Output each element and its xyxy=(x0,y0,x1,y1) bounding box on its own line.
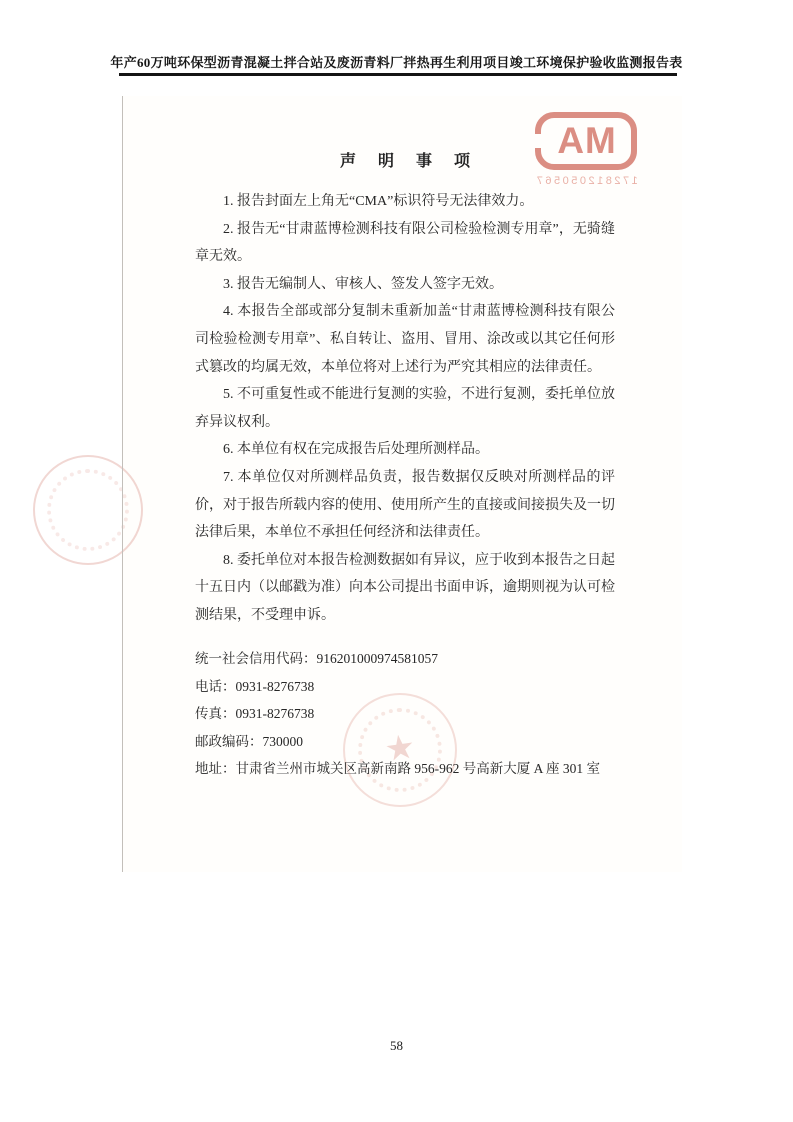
page-number: 58 xyxy=(390,1038,403,1053)
seal-star-icon: ★ xyxy=(382,728,418,770)
scanned-page xyxy=(122,96,682,872)
header-rule xyxy=(119,73,677,76)
fax-line: 传真：0931-8276738 xyxy=(195,706,315,721)
address-line: 地址：甘肃省兰州市城关区高新南路 956-962 号高新大厦 A 座 301 室 xyxy=(195,761,600,776)
cma-accreditation-number: 172812050567 xyxy=(534,175,638,187)
left-edge-seal-stamp xyxy=(33,455,143,565)
declaration-item: 3. 报告无编制人、审核人、签发人签字无效。 xyxy=(223,276,503,292)
phone-line: 电话：0931-8276738 xyxy=(195,678,315,694)
postal-code-line: 邮政编码：730000 xyxy=(195,733,303,749)
declaration-item: 4. 本报告全部或部分复制未重新加盖“甘肃蓝博检测科技有限公司检验检测专用章”、私自转让、盗用、冒用、涂改或以其它任何形式篡改的均属无效，本单位将对上述行为严究其相应的法律责任。 xyxy=(195,304,615,375)
declaration-item: 5. 不可重复性或不能进行复测的实验，不进行复测，委托单位放弃异议权利。 xyxy=(195,387,615,430)
cma-mark-icon: MA xyxy=(535,112,637,170)
page-edge-line xyxy=(122,96,123,872)
declaration-item: 6. 本单位有权在完成报告后处理所测样品。 xyxy=(223,442,489,458)
declaration-item: 2. 报告无“甘肃蓝博检测科技有限公司检验检测专用章”，无骑缝章无效。 xyxy=(195,221,615,265)
declaration-item: 1. 报告封面左上角无“CMA”标识符号无法律效力。 xyxy=(223,194,534,209)
credit-code-line: 统一社会信用代码：916201000974581057 xyxy=(195,651,438,666)
declaration-title: 声 明 事 项 xyxy=(339,153,479,170)
declaration-items xyxy=(195,188,615,630)
contact-info xyxy=(195,645,635,783)
declaration-item: 8. 委托单位对本报告检测数据如有异议，应于收到本报告之日起十五日内（以邮戳为准）向本公司提出书面申诉，逾期则视为认可检测结果，不受理申诉。 xyxy=(195,552,615,623)
declaration-content xyxy=(195,148,615,630)
declaration-item: 7. 本单位仅对所测样品负责，报告数据仅反映对所测样品的评价，对于报告所载内容的使用、使用所产生的直接或间接损失及一切法律后果，本单位不承担任何经济和法律责任。 xyxy=(195,469,615,541)
report-header-title: 年产60万吨环保型沥青混凝土拌合站及废沥青料厂拌热再生利用项目竣工环境保护验收监测报告表 xyxy=(110,55,683,70)
